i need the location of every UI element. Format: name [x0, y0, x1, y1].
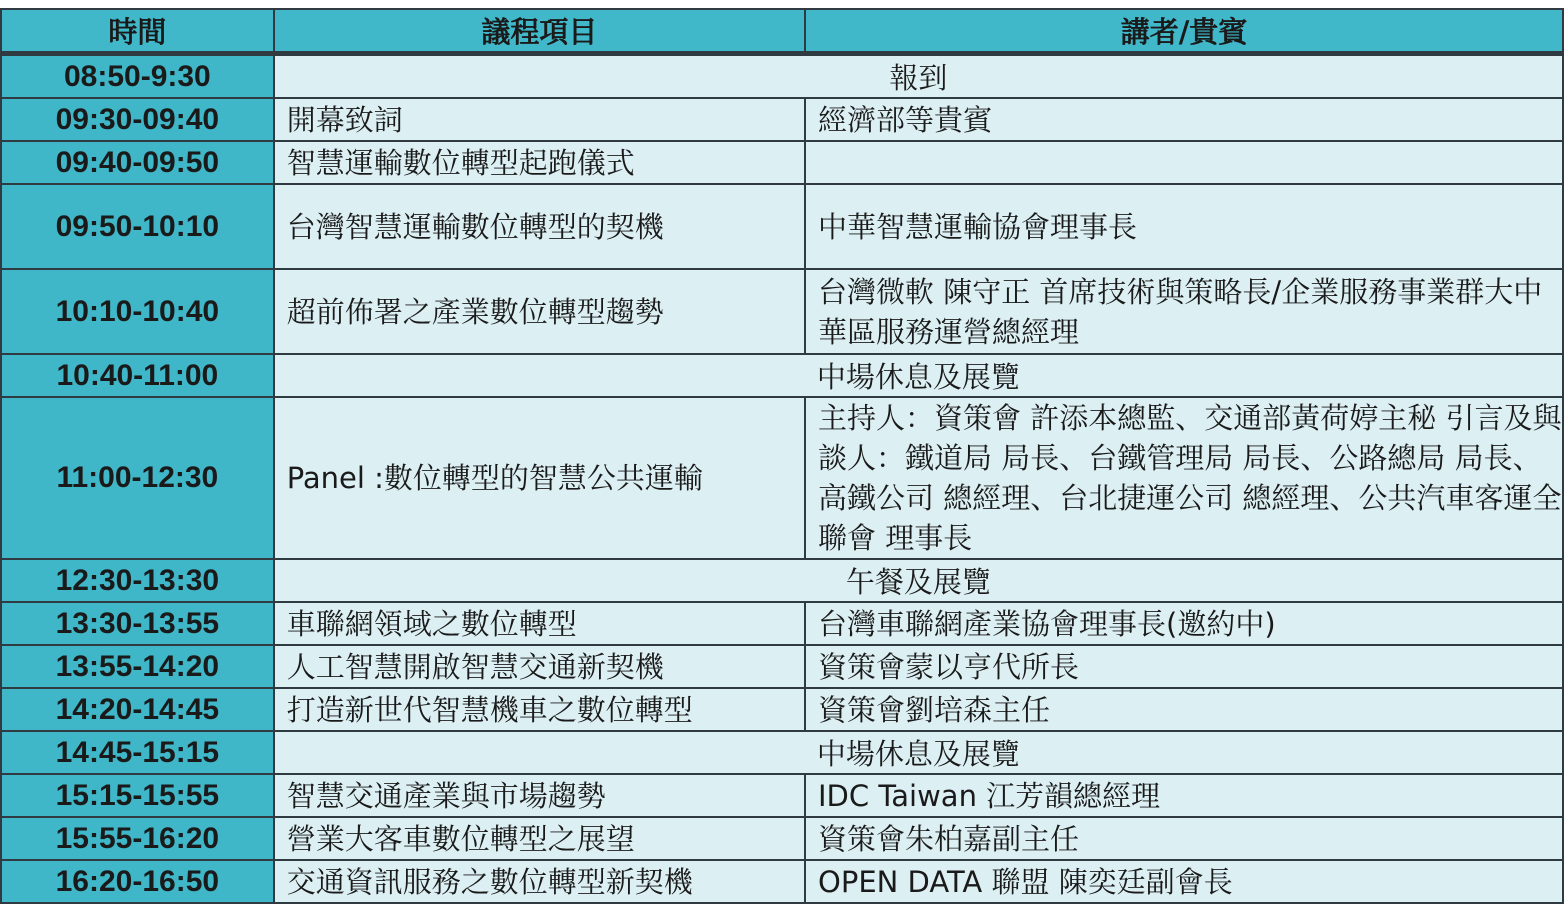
row-time: 09:50-10:10: [1, 184, 274, 269]
row-topic: Panel :數位轉型的智慧公共運輸: [274, 397, 805, 559]
row-time: 10:10-10:40: [1, 269, 274, 354]
row-speaker: 中華智慧運輸協會理事長: [805, 184, 1563, 269]
row-time: 09:30-09:40: [1, 98, 274, 141]
row-speaker: 主持人：資策會 許添本總監、交通部黃荷婷主秘 引言及與談人：鐵道局 局長、台鐵管理局 局長、公路總局 局長、高鐵公司 總經理、台北捷運公司 總經理、公共汽車客運全聯會 理事長: [805, 397, 1563, 559]
row-time: 13:55-14:20: [1, 645, 274, 688]
row-time: 08:50-9:30: [1, 54, 274, 99]
row-time: 12:30-13:30: [1, 559, 274, 602]
row-speaker: IDC Taiwan 江芳韻總經理: [805, 774, 1563, 817]
agenda-row: [1, 269, 1563, 354]
row-topic: 營業大客車數位轉型之展望: [274, 817, 805, 860]
row-merged: 中場休息及展覽: [274, 731, 1563, 774]
agenda-row: [1, 817, 1563, 860]
row-time: 14:45-15:15: [1, 731, 274, 774]
row-topic: 開幕致詞: [274, 98, 805, 141]
agenda-row: [1, 645, 1563, 688]
header-topic: 議程項目: [274, 9, 805, 54]
row-topic: 智慧交通產業與市場趨勢: [274, 774, 805, 817]
agenda-row: [1, 141, 1563, 184]
row-time: 11:00-12:30: [1, 397, 274, 559]
row-merged: 報到: [274, 54, 1563, 99]
row-topic: 超前佈署之產業數位轉型趨勢: [274, 269, 805, 354]
row-topic: 打造新世代智慧機車之數位轉型: [274, 688, 805, 731]
row-speaker: 資策會劉培森主任: [805, 688, 1563, 731]
header-speaker: 講者/貴賓: [805, 9, 1563, 54]
row-speaker: 資策會朱柏嘉副主任: [805, 817, 1563, 860]
row-topic: 人工智慧開啟智慧交通新契機: [274, 645, 805, 688]
agenda-row: [1, 397, 1563, 559]
header-row: [1, 9, 1563, 54]
row-time: 14:20-14:45: [1, 688, 274, 731]
row-speaker: OPEN DATA 聯盟 陳奕廷副會長: [805, 860, 1563, 903]
row-time: 09:40-09:50: [1, 141, 274, 184]
row-merged: 午餐及展覽: [274, 559, 1563, 602]
row-topic: 台灣智慧運輸數位轉型的契機: [274, 184, 805, 269]
agenda-row: [1, 731, 1563, 774]
agenda-row: [1, 98, 1563, 141]
row-speaker: 台灣微軟 陳守正 首席技術與策略長/企業服務事業群大中華區服務運營總經理: [805, 269, 1563, 354]
row-time: 15:55-16:20: [1, 817, 274, 860]
row-topic: 智慧運輸數位轉型起跑儀式: [274, 141, 805, 184]
row-time: 10:40-11:00: [1, 354, 274, 397]
row-time: 15:15-15:55: [1, 774, 274, 817]
agenda-row: [1, 559, 1563, 602]
agenda-row: [1, 354, 1563, 397]
row-speaker: [805, 141, 1563, 184]
agenda-row: [1, 688, 1563, 731]
row-topic: 車聯網領域之數位轉型: [274, 602, 805, 645]
row-time: 16:20-16:50: [1, 860, 274, 903]
row-topic: 交通資訊服務之數位轉型新契機: [274, 860, 805, 903]
row-merged: 中場休息及展覽: [274, 354, 1563, 397]
agenda-row: [1, 774, 1563, 817]
row-time: 13:30-13:55: [1, 602, 274, 645]
agenda-row: [1, 602, 1563, 645]
agenda-row: [1, 860, 1563, 903]
row-speaker: 經濟部等貴賓: [805, 98, 1563, 141]
agenda-table: [0, 8, 1564, 904]
row-speaker: 台灣車聯網產業協會理事長(邀約中): [805, 602, 1563, 645]
agenda-row: [1, 54, 1563, 99]
row-speaker: 資策會蒙以亨代所長: [805, 645, 1563, 688]
agenda-row: [1, 184, 1563, 269]
header-time: 時間: [1, 9, 274, 54]
